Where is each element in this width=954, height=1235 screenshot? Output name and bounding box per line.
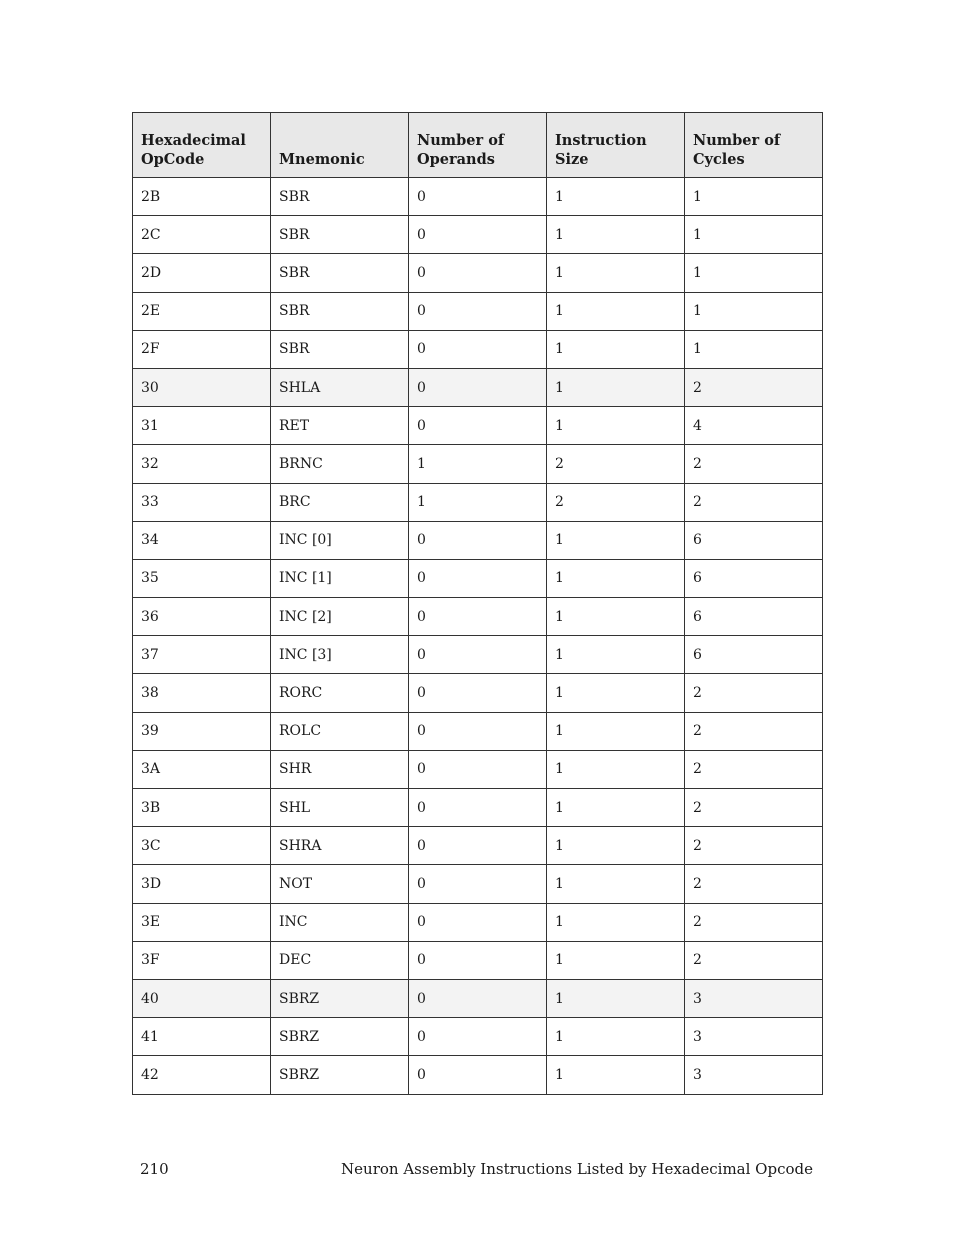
cell-opcode: 2C bbox=[133, 216, 271, 254]
cell-instruction-size: 1 bbox=[547, 903, 685, 941]
table-row bbox=[133, 178, 823, 216]
cell-operands: 0 bbox=[409, 407, 547, 445]
cell-operands: 0 bbox=[409, 559, 547, 597]
cell-mnemonic: INC [2] bbox=[271, 598, 409, 636]
cell-instruction-size: 1 bbox=[547, 559, 685, 597]
cell-operands: 0 bbox=[409, 789, 547, 827]
header-mnemonic bbox=[271, 113, 409, 178]
table-row bbox=[133, 216, 823, 254]
cell-opcode: 3D bbox=[133, 865, 271, 903]
cell-cycles: 2 bbox=[685, 483, 823, 521]
cell-mnemonic: RET bbox=[271, 407, 409, 445]
cell-instruction-size: 1 bbox=[547, 750, 685, 788]
cell-operands: 0 bbox=[409, 598, 547, 636]
cell-cycles: 2 bbox=[685, 789, 823, 827]
cell-instruction-size: 1 bbox=[547, 216, 685, 254]
header-cycles bbox=[685, 113, 823, 178]
table-row bbox=[133, 407, 823, 445]
cell-cycles: 1 bbox=[685, 216, 823, 254]
cell-opcode: 32 bbox=[133, 445, 271, 483]
table-row bbox=[133, 1056, 823, 1094]
cell-instruction-size: 1 bbox=[547, 598, 685, 636]
cell-instruction-size: 1 bbox=[547, 865, 685, 903]
header-line: Size bbox=[555, 151, 589, 168]
cell-cycles: 6 bbox=[685, 559, 823, 597]
cell-instruction-size: 1 bbox=[547, 407, 685, 445]
cell-opcode: 31 bbox=[133, 407, 271, 445]
cell-mnemonic: SBRZ bbox=[271, 1018, 409, 1056]
cell-instruction-size: 1 bbox=[547, 827, 685, 865]
cell-cycles: 1 bbox=[685, 178, 823, 216]
cell-mnemonic: SBR bbox=[271, 254, 409, 292]
table-row bbox=[133, 368, 823, 406]
cell-cycles: 3 bbox=[685, 1018, 823, 1056]
cell-opcode: 2E bbox=[133, 292, 271, 330]
cell-operands: 0 bbox=[409, 865, 547, 903]
table-row bbox=[133, 789, 823, 827]
cell-opcode: 42 bbox=[133, 1056, 271, 1094]
cell-mnemonic: SBRZ bbox=[271, 1056, 409, 1094]
cell-instruction-size: 1 bbox=[547, 292, 685, 330]
cell-opcode: 33 bbox=[133, 483, 271, 521]
cell-mnemonic: BRNC bbox=[271, 445, 409, 483]
table-row bbox=[133, 598, 823, 636]
header-line: Instruction bbox=[555, 132, 647, 149]
cell-opcode: 40 bbox=[133, 979, 271, 1017]
cell-cycles: 2 bbox=[685, 827, 823, 865]
cell-instruction-size: 1 bbox=[547, 941, 685, 979]
cell-operands: 0 bbox=[409, 178, 547, 216]
cell-opcode: 2B bbox=[133, 178, 271, 216]
header-hex-opcode bbox=[133, 113, 271, 178]
cell-mnemonic: SHRA bbox=[271, 827, 409, 865]
table-row bbox=[133, 254, 823, 292]
cell-opcode: 30 bbox=[133, 368, 271, 406]
cell-instruction-size: 2 bbox=[547, 445, 685, 483]
table-row bbox=[133, 750, 823, 788]
cell-instruction-size: 1 bbox=[547, 368, 685, 406]
page-number: 210 bbox=[140, 1160, 169, 1178]
cell-opcode: 41 bbox=[133, 1018, 271, 1056]
cell-operands: 0 bbox=[409, 254, 547, 292]
header-line: Operands bbox=[417, 151, 495, 168]
cell-operands: 0 bbox=[409, 674, 547, 712]
cell-cycles: 2 bbox=[685, 865, 823, 903]
cell-cycles: 1 bbox=[685, 330, 823, 368]
table-row bbox=[133, 979, 823, 1017]
footer-title: Neuron Assembly Instructions Listed by Hexadecimal Opcode bbox=[341, 1160, 813, 1178]
cell-opcode: 35 bbox=[133, 559, 271, 597]
table-body bbox=[133, 178, 823, 1095]
cell-opcode: 2F bbox=[133, 330, 271, 368]
cell-mnemonic: SBR bbox=[271, 178, 409, 216]
cell-cycles: 1 bbox=[685, 292, 823, 330]
cell-cycles: 6 bbox=[685, 521, 823, 559]
cell-cycles: 2 bbox=[685, 368, 823, 406]
cell-operands: 0 bbox=[409, 750, 547, 788]
cell-opcode: 2D bbox=[133, 254, 271, 292]
cell-mnemonic: DEC bbox=[271, 941, 409, 979]
cell-opcode: 37 bbox=[133, 636, 271, 674]
cell-instruction-size: 1 bbox=[547, 789, 685, 827]
cell-mnemonic: BRC bbox=[271, 483, 409, 521]
cell-cycles: 6 bbox=[685, 598, 823, 636]
table-row bbox=[133, 445, 823, 483]
table-row bbox=[133, 941, 823, 979]
cell-operands: 0 bbox=[409, 903, 547, 941]
header-instruction-size bbox=[547, 113, 685, 178]
cell-mnemonic: INC [3] bbox=[271, 636, 409, 674]
cell-opcode: 38 bbox=[133, 674, 271, 712]
cell-mnemonic: INC [1] bbox=[271, 559, 409, 597]
cell-cycles: 3 bbox=[685, 979, 823, 1017]
table-row bbox=[133, 827, 823, 865]
cell-operands: 0 bbox=[409, 941, 547, 979]
header-row bbox=[133, 113, 823, 178]
cell-opcode: 3A bbox=[133, 750, 271, 788]
cell-mnemonic: SHR bbox=[271, 750, 409, 788]
cell-cycles: 3 bbox=[685, 1056, 823, 1094]
cell-mnemonic: SBRZ bbox=[271, 979, 409, 1017]
cell-operands: 0 bbox=[409, 1056, 547, 1094]
cell-cycles: 2 bbox=[685, 750, 823, 788]
cell-mnemonic: INC [0] bbox=[271, 521, 409, 559]
cell-cycles: 2 bbox=[685, 445, 823, 483]
header-operands bbox=[409, 113, 547, 178]
cell-mnemonic: INC bbox=[271, 903, 409, 941]
table-row bbox=[133, 1018, 823, 1056]
table-row bbox=[133, 903, 823, 941]
cell-mnemonic: SHLA bbox=[271, 368, 409, 406]
cell-mnemonic: SHL bbox=[271, 789, 409, 827]
header-line: Number of bbox=[693, 132, 781, 149]
cell-operands: 1 bbox=[409, 445, 547, 483]
cell-instruction-size: 1 bbox=[547, 254, 685, 292]
cell-mnemonic: RORC bbox=[271, 674, 409, 712]
cell-instruction-size: 2 bbox=[547, 483, 685, 521]
cell-operands: 0 bbox=[409, 636, 547, 674]
table-row bbox=[133, 865, 823, 903]
cell-instruction-size: 1 bbox=[547, 674, 685, 712]
cell-mnemonic: NOT bbox=[271, 865, 409, 903]
header-line: Number of bbox=[417, 132, 505, 149]
table-row bbox=[133, 292, 823, 330]
cell-instruction-size: 1 bbox=[547, 1056, 685, 1094]
table-row bbox=[133, 330, 823, 368]
cell-operands: 0 bbox=[409, 368, 547, 406]
cell-cycles: 6 bbox=[685, 636, 823, 674]
cell-operands: 0 bbox=[409, 330, 547, 368]
header-line: Hexadecimal bbox=[141, 132, 246, 149]
header-line: Mnemonic bbox=[279, 151, 365, 168]
cell-cycles: 2 bbox=[685, 903, 823, 941]
cell-cycles: 2 bbox=[685, 712, 823, 750]
cell-instruction-size: 1 bbox=[547, 330, 685, 368]
cell-operands: 1 bbox=[409, 483, 547, 521]
cell-mnemonic: ROLC bbox=[271, 712, 409, 750]
table-row bbox=[133, 521, 823, 559]
cell-cycles: 1 bbox=[685, 254, 823, 292]
table-row bbox=[133, 559, 823, 597]
cell-operands: 0 bbox=[409, 521, 547, 559]
table-header bbox=[133, 113, 823, 178]
header-line: Cycles bbox=[693, 151, 745, 168]
cell-cycles: 2 bbox=[685, 941, 823, 979]
cell-operands: 0 bbox=[409, 979, 547, 1017]
cell-instruction-size: 1 bbox=[547, 712, 685, 750]
cell-instruction-size: 1 bbox=[547, 178, 685, 216]
cell-cycles: 4 bbox=[685, 407, 823, 445]
cell-opcode: 36 bbox=[133, 598, 271, 636]
opcode-table bbox=[132, 112, 823, 1095]
cell-opcode: 3B bbox=[133, 789, 271, 827]
table-row bbox=[133, 636, 823, 674]
cell-instruction-size: 1 bbox=[547, 979, 685, 1017]
cell-operands: 0 bbox=[409, 1018, 547, 1056]
cell-opcode: 3E bbox=[133, 903, 271, 941]
cell-instruction-size: 1 bbox=[547, 1018, 685, 1056]
cell-opcode: 34 bbox=[133, 521, 271, 559]
table-row bbox=[133, 674, 823, 712]
cell-instruction-size: 1 bbox=[547, 521, 685, 559]
cell-opcode: 3F bbox=[133, 941, 271, 979]
table-row bbox=[133, 712, 823, 750]
cell-opcode: 39 bbox=[133, 712, 271, 750]
cell-mnemonic: SBR bbox=[271, 292, 409, 330]
table-row bbox=[133, 483, 823, 521]
cell-operands: 0 bbox=[409, 712, 547, 750]
cell-operands: 0 bbox=[409, 827, 547, 865]
cell-cycles: 2 bbox=[685, 674, 823, 712]
cell-opcode: 3C bbox=[133, 827, 271, 865]
cell-mnemonic: SBR bbox=[271, 330, 409, 368]
cell-operands: 0 bbox=[409, 292, 547, 330]
cell-instruction-size: 1 bbox=[547, 636, 685, 674]
cell-mnemonic: SBR bbox=[271, 216, 409, 254]
cell-operands: 0 bbox=[409, 216, 547, 254]
header-line: OpCode bbox=[141, 151, 205, 168]
